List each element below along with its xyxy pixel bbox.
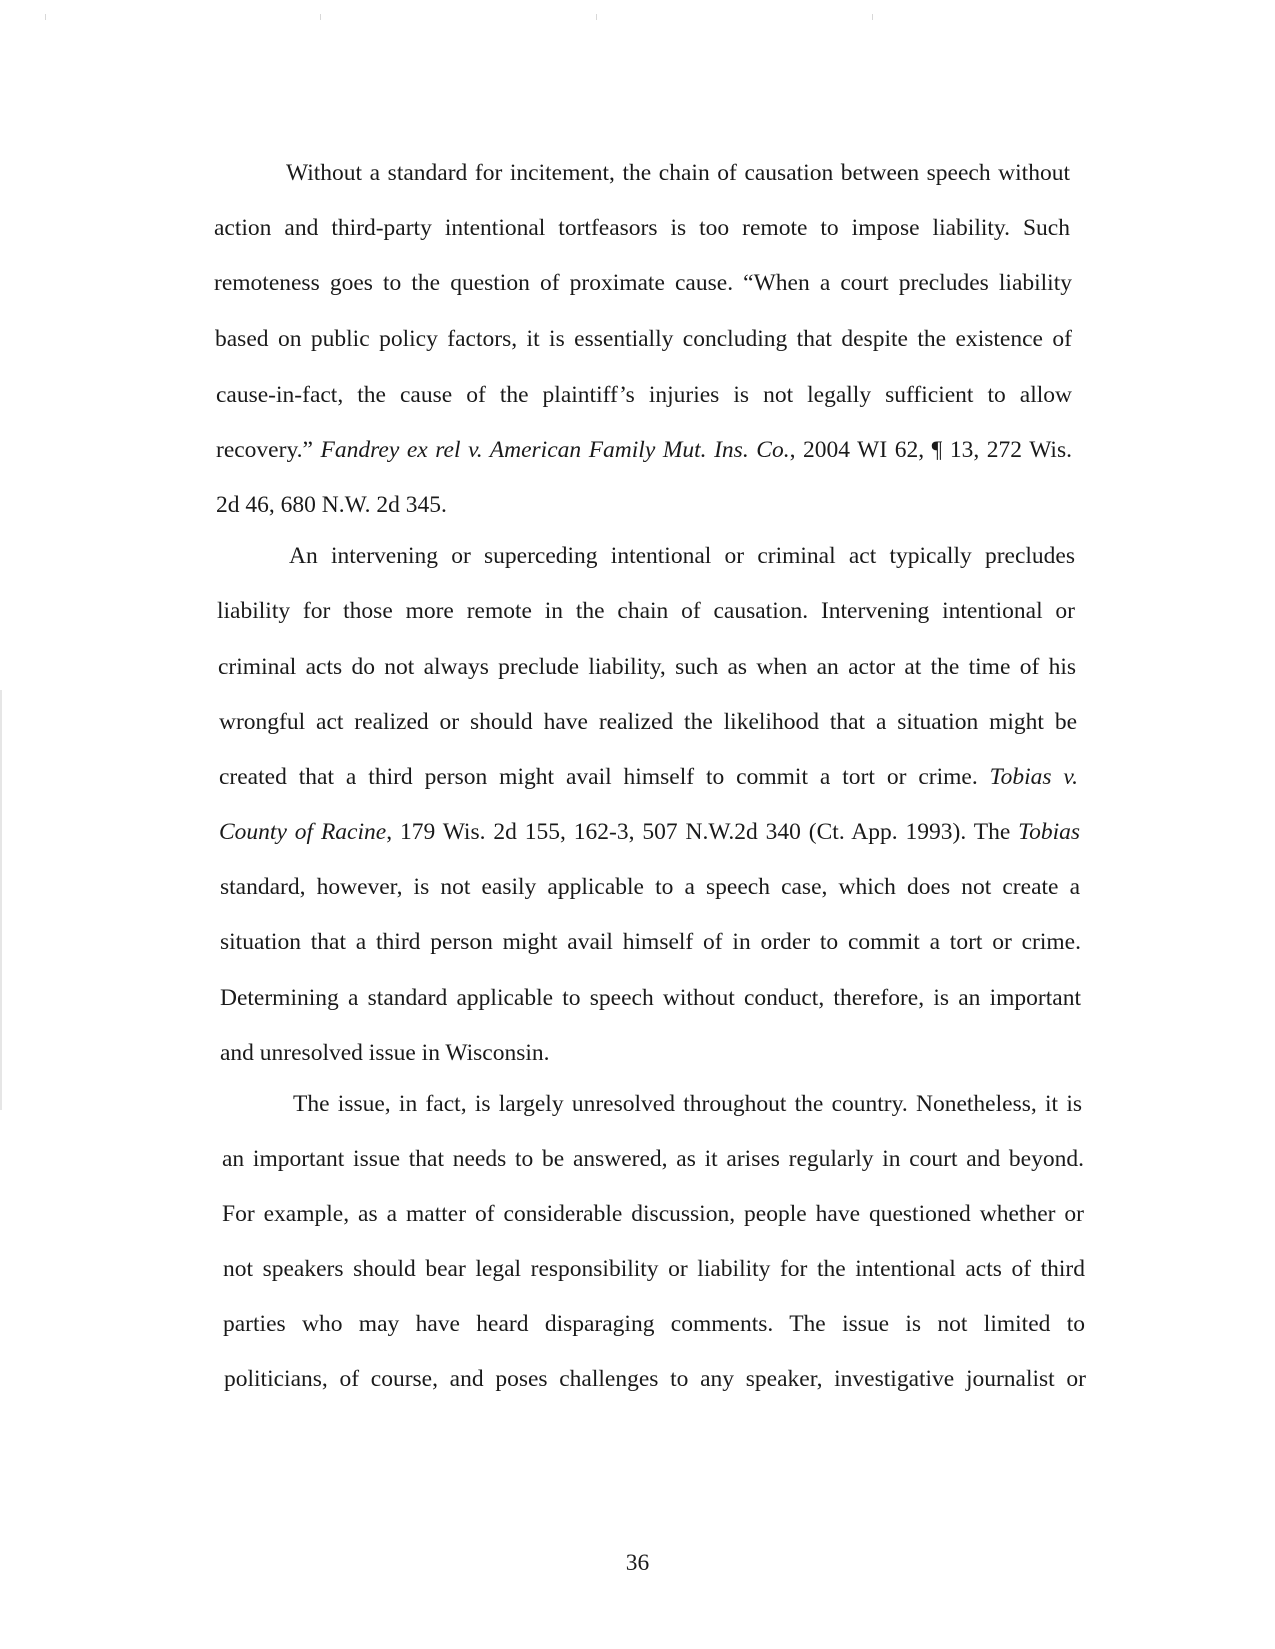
text-line [216, 437, 1072, 464]
line-text: politicians, of course, and poses challenges to any speaker, investigative journalist or [224, 1366, 1086, 1392]
scan-mark [596, 14, 597, 20]
line-text: Determining a standard applicable to speech without conduct, therefore, is an important [220, 985, 1081, 1011]
case-citation: Tobias v. [989, 764, 1078, 790]
text-line [214, 270, 1072, 297]
text-line [222, 1201, 1084, 1228]
text-line [219, 709, 1077, 736]
scan-edge [0, 690, 2, 1110]
line-text: an important issue that needs to be answered, as it arises regularly in court and beyond. [222, 1146, 1084, 1172]
line-text: The issue, in fact, is largely unresolved throughout the country. Nonetheless, it is [293, 1091, 1082, 1117]
text-line [218, 654, 1076, 681]
text-line [293, 1091, 1082, 1118]
line-text: wrongful act realized or should have realized the likelihood that a situation might be [219, 709, 1077, 735]
line-text: and unresolved issue in Wisconsin. [220, 1040, 550, 1066]
scan-mark [45, 14, 46, 20]
text-line [220, 929, 1081, 956]
case-citation: County of Racine [219, 819, 387, 845]
line-text: remoteness goes to the question of proximate cause. “When a court precludes liability [214, 270, 1072, 296]
case-citation: Tobias [1018, 819, 1080, 845]
text-line [214, 215, 1070, 242]
line-text: created that a third person might avail himself to commit a tort or crime. [219, 764, 990, 790]
text-line [289, 543, 1075, 570]
line-text: An intervening or superceding intentional or criminal act typically precludes [289, 543, 1075, 569]
line-text: not speakers should bear legal responsibility or liability for the intentional acts of third [223, 1256, 1085, 1282]
text-line [219, 764, 1078, 791]
case-citation: Fandrey ex rel v. American Family Mut. Ins. Co. [320, 437, 790, 463]
text-line [216, 492, 456, 519]
line-text: liability for those more remote in the chain of causation. Intervening intentional or [217, 598, 1075, 624]
line-text: 2d 46, 680 N.W. 2d 345. [216, 492, 447, 518]
line-text: action and third-party intentional tortfeasors is too remote to impose liability. Such [214, 215, 1070, 241]
line-text: situation that a third person might avail himself of in order to commit a tort or crime. [220, 929, 1081, 955]
line-text: Without a standard for incitement, the chain of causation between speech without [286, 160, 1070, 186]
text-line [223, 1256, 1085, 1283]
scan-mark [320, 14, 321, 20]
text-line [220, 1040, 560, 1067]
scan-mark [872, 14, 873, 20]
line-text: For example, as a matter of considerable discussion, people have questioned whether or [222, 1201, 1084, 1227]
text-line [220, 874, 1080, 901]
line-text: parties who may have heard disparaging comments. The issue is not limited to [223, 1311, 1085, 1337]
text-line [219, 819, 1080, 846]
text-line [216, 382, 1072, 409]
line-text: , 2004 WI 62, ¶ 13, 272 Wis. [789, 437, 1072, 463]
text-line [224, 1366, 1086, 1393]
line-text: standard, however, is not easily applicable to a speech case, which does not create a [220, 874, 1080, 900]
text-line [223, 1311, 1085, 1338]
line-text: cause-in-fact, the cause of the plaintiff’s injuries is not legally sufficient to allow [216, 382, 1072, 408]
line-text: , 179 Wis. 2d 155, 162-3, 507 N.W.2d 340 (Ct. App. 1993). The [386, 819, 1019, 845]
text-line [286, 160, 1070, 187]
text-line [220, 985, 1081, 1012]
text-line [217, 598, 1075, 625]
line-text: criminal acts do not always preclude liability, such as when an actor at the time of his [218, 654, 1076, 680]
page-number: 36 [625, 1550, 650, 1576]
text-line [215, 326, 1072, 353]
line-text: based on public policy factors, it is essentially concluding that despite the existence of [215, 326, 1072, 352]
text-line [222, 1146, 1084, 1173]
line-text: recovery.” [216, 437, 321, 463]
